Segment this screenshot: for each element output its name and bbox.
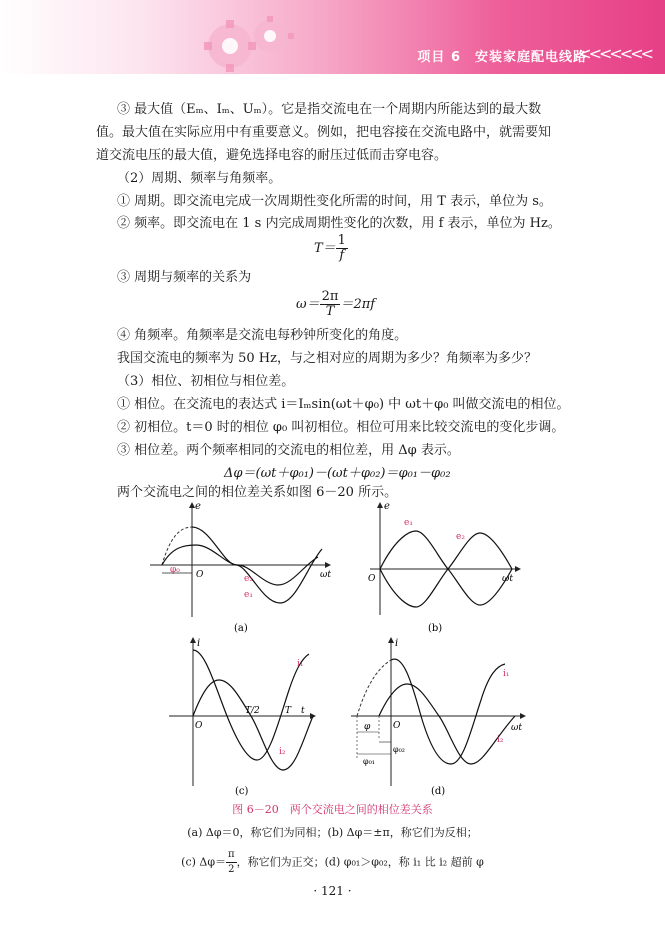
equation-phase-difference: Δφ＝(ωt＋φ₀₁)－(ωt＋φ₀₂)＝φ₀₁－φ₀₂ xyxy=(224,466,451,481)
fig-c-origin: O xyxy=(195,721,203,731)
fig-c-curve-i1 xyxy=(193,650,309,760)
header-chevrons: <<<<<<< xyxy=(578,44,651,63)
fig-c-curve-i2 xyxy=(193,680,313,770)
figure-c xyxy=(165,630,325,798)
fig-a-label: (a) xyxy=(234,623,248,634)
paragraph-period: ① 周期。即交流电完成一次周期性变化所需的时间，用 T 表示，单位为 s。 xyxy=(117,194,552,209)
equation-period-frequency xyxy=(314,234,348,263)
figure-caption: 图 6－20 两个交流电之间的相位差关系 xyxy=(232,803,433,816)
paragraph-frequency: ② 频率。即交流电在 1 s 内完成周期性变化的次数，用 f 表示，单位为 Hz。 xyxy=(117,216,561,231)
fig-c-tick-full: T xyxy=(285,706,292,716)
paragraph-max-value-1: ③ 最大值（Eₘ、Iₘ、Uₘ）。它是指交流电在一个周期内所能达到的最大数 xyxy=(117,102,542,117)
fig-d-x-label: ωt xyxy=(511,723,522,733)
fig-b-curve-e1 xyxy=(380,531,512,605)
page-header xyxy=(0,0,665,74)
section-heading-phase: （3）相位、初相位与相位差。 xyxy=(117,374,295,389)
eq2-fraction xyxy=(320,290,341,319)
fig-b-curve1-label: e₁ xyxy=(404,518,413,528)
paragraph-phase: ① 相位。在交流电的表达式 i＝Iₘsin(ωt＋φ₀) 中 ωt＋φ₀ 叫做交流电的相位。 xyxy=(117,397,570,412)
fig-a-phi-label: φ₀ xyxy=(170,565,180,575)
header-title: 项目 6 安装家庭配电线路 xyxy=(417,50,587,65)
figure-d xyxy=(345,630,535,798)
fig-c-curve1-label: i₁ xyxy=(297,659,304,669)
question-text: 我国交流电的频率为 50 Hz，与之相对应的周期为多少？角频率为多少？ xyxy=(117,351,537,366)
fig-d-dashed-curve xyxy=(357,660,391,716)
note2-denominator: 2 xyxy=(228,864,235,875)
fig-d-curve1-label: i₁ xyxy=(503,669,510,679)
page-number: · 121 · xyxy=(313,884,352,898)
fig-a-origin: O xyxy=(196,570,204,580)
eq1-lhs: T＝ xyxy=(314,241,336,256)
eq2-lhs: ω＝ xyxy=(296,297,320,312)
fig-d-phi01-label: φ₀₁ xyxy=(363,757,376,766)
eq2-rhs: ＝2πf xyxy=(340,297,376,312)
fig-b-y-label: e xyxy=(384,501,390,512)
paragraph-max-value-3: 道交流电压的最大值，避免选择电容的耐压过低而击穿电容。 xyxy=(96,148,448,163)
fig-c-y-label: i xyxy=(197,638,201,649)
fig-c-x-label: t xyxy=(301,706,305,716)
fig-b-curve-e2 xyxy=(380,533,512,607)
gear-decoration-icon xyxy=(170,8,430,78)
fig-a-curve1-label: e₂ xyxy=(244,574,253,584)
paragraph-max-value-2: 值。最大值在实际应用中有重要意义。例如，把电容接在交流电路中，就需要知 xyxy=(96,125,552,140)
figure-a xyxy=(140,497,340,637)
note2-fraction xyxy=(226,848,237,877)
fig-d-phi-label: φ xyxy=(364,722,371,732)
paragraph-angular-frequency: ④ 角频率。角频率是交流电每秒钟所变化的角度。 xyxy=(117,328,408,343)
fig-a-curve2-label: e₁ xyxy=(244,590,253,600)
eq2-denominator: T xyxy=(325,304,335,319)
figure-b xyxy=(360,497,530,637)
eq2-numerator: 2π xyxy=(321,289,339,304)
fig-c-tick-half: T/2 xyxy=(245,706,260,716)
figure-note-2 xyxy=(0,848,665,877)
paragraph-phase-difference: ③ 相位差。两个频率相同的交流电的相位差，用 Δφ 表示。 xyxy=(117,443,460,458)
fig-b-curve2-label: e₂ xyxy=(456,532,465,542)
paragraph-relation: ③ 周期与频率的关系为 xyxy=(117,270,252,285)
section-heading-period: （2）周期、频率与角频率。 xyxy=(117,171,282,186)
note2-numerator: π xyxy=(226,848,237,863)
paragraph-figure-intro: 两个交流电之间的相位差关系如图 6－20 所示。 xyxy=(117,485,398,500)
fig-d-curve-i1 xyxy=(391,659,505,764)
note2-pre: (c) Δφ＝ xyxy=(181,855,227,869)
figure-note-1: (a) Δφ＝0，称它们为同相；(b) Δφ＝±π，称它们为反相； xyxy=(187,826,478,839)
fig-b-x-label: ωt xyxy=(502,574,513,584)
fig-a-y-label: e xyxy=(195,501,201,512)
fig-d-origin: O xyxy=(393,721,401,731)
fig-d-y-label: i xyxy=(395,638,399,649)
eq1-denominator: f xyxy=(339,248,345,263)
fig-d-label: (d) xyxy=(431,786,446,797)
fig-d-phi02-label: φ₀₂ xyxy=(393,745,406,754)
eq1-fraction xyxy=(336,234,348,263)
fig-a-x-label: ωt xyxy=(320,570,331,580)
fig-b-origin: O xyxy=(368,574,376,584)
fig-d-curve2-label: i₂ xyxy=(497,735,504,745)
fig-c-label: (c) xyxy=(235,786,249,797)
fig-c-curve2-label: i₂ xyxy=(279,747,286,757)
equation-angular-frequency xyxy=(296,290,375,319)
eq1-numerator: 1 xyxy=(337,233,346,248)
note2-post: ，称它们为正交；(d) φ₀₁＞φ₀₂，称 i₁ 比 i₂ 超前 φ xyxy=(236,855,484,869)
fig-b-label: (b) xyxy=(428,623,443,634)
paragraph-initial-phase: ② 初相位。t＝0 时的相位 φ₀ 叫初相位。相位可用来比较交流电的变化步调。 xyxy=(117,420,565,435)
